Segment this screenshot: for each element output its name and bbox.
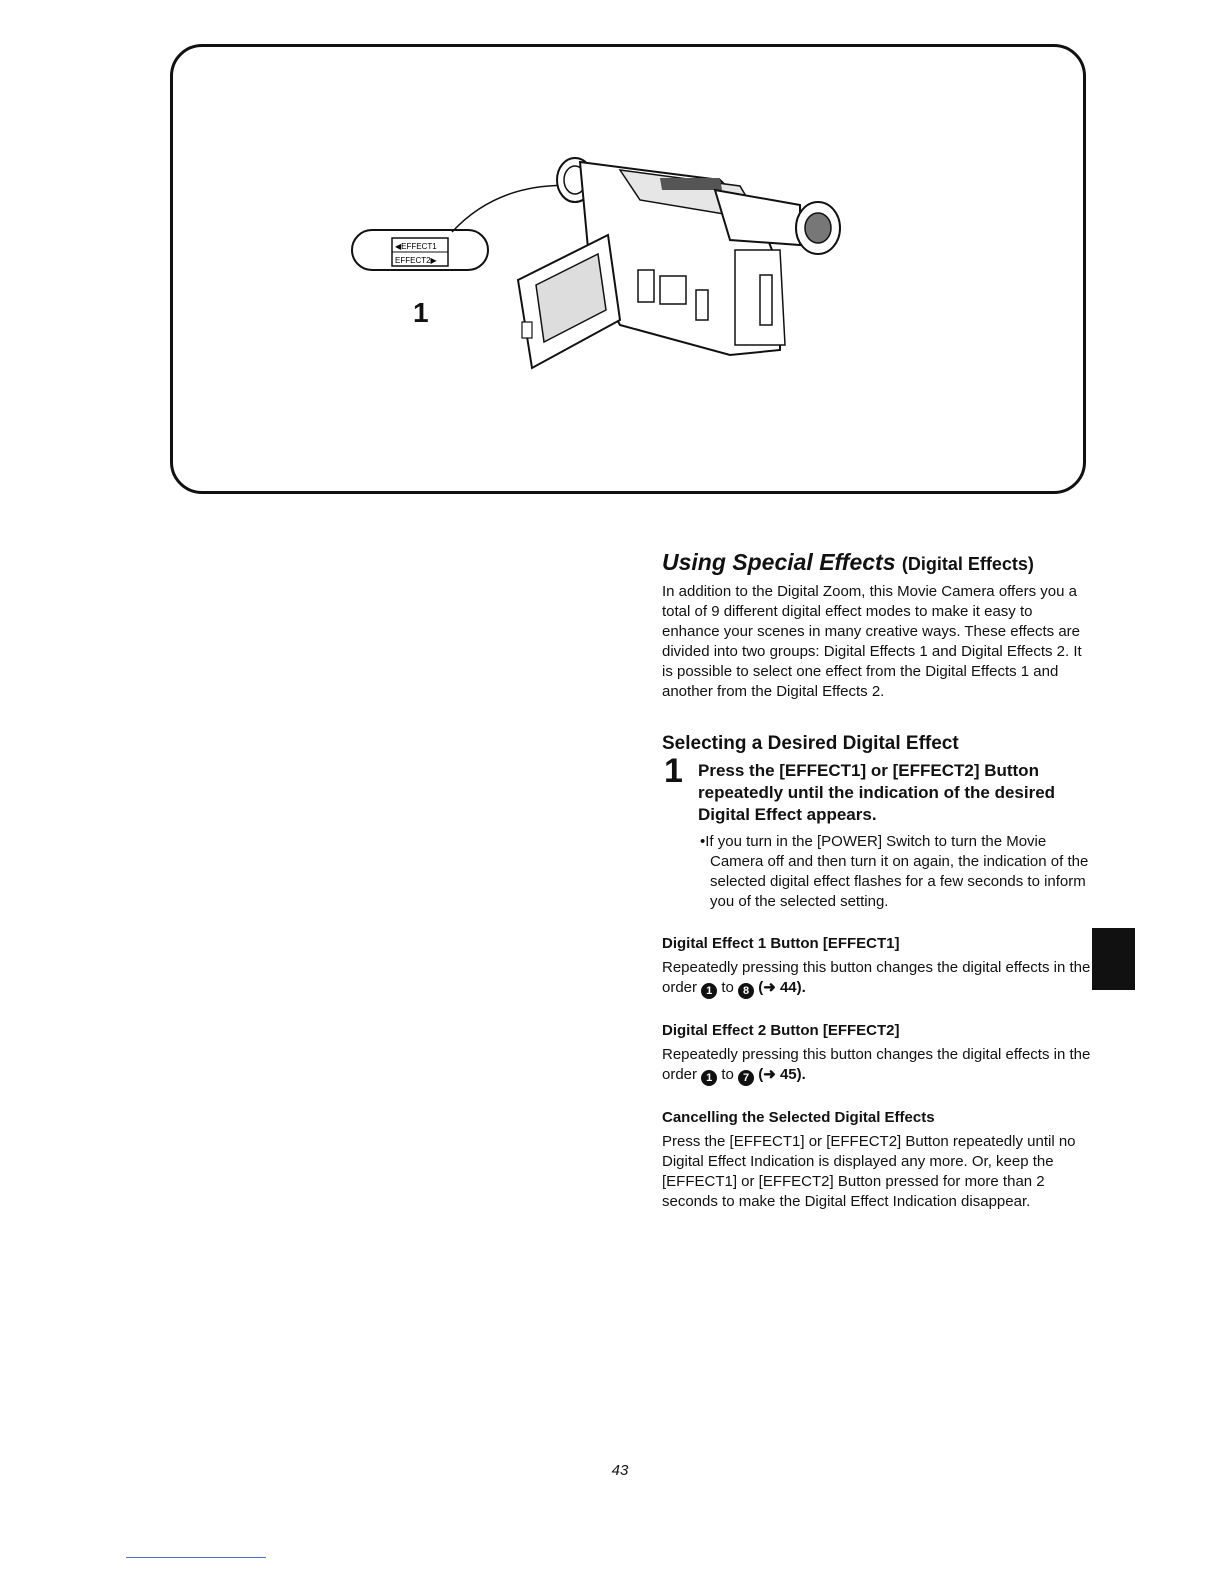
section-title-main: Using Special Effects bbox=[662, 549, 896, 575]
selecting-heading: Selecting a Desired Digital Effect bbox=[662, 733, 959, 754]
step-1 bbox=[662, 752, 1092, 912]
cancel-heading: Cancelling the Selected Digital Effects bbox=[662, 1109, 935, 1126]
footer-line bbox=[126, 1557, 266, 1558]
step-number: 1 bbox=[664, 752, 683, 790]
camcorder-illustration bbox=[340, 150, 860, 380]
content-column bbox=[662, 548, 1092, 1212]
page-reference: (➜ 45). bbox=[758, 1066, 806, 1083]
section-tab-marker bbox=[1092, 928, 1135, 990]
effect1-to: to bbox=[721, 979, 734, 996]
effect1-text: Repeatedly pressing this button changes the digital effects in the order bbox=[662, 959, 1091, 996]
circled-number-icon: 1 bbox=[701, 983, 717, 999]
illustration-step-number: 1 bbox=[413, 297, 429, 328]
step-instruction: Press the [EFFECT1] or [EFFECT2] Button repeatedly until the indication of the desired Digital Effect appears. bbox=[698, 761, 1056, 824]
effect1-paragraph bbox=[662, 958, 1092, 999]
effect2-text: Repeatedly pressing this button changes the digital effects in the order bbox=[662, 1046, 1091, 1083]
section-title bbox=[662, 548, 1092, 578]
section-title-sub: (Digital Effects) bbox=[901, 554, 1034, 574]
circled-number-icon: 7 bbox=[738, 1070, 754, 1086]
effect1-heading: Digital Effect 1 Button [EFFECT1] bbox=[662, 935, 900, 952]
intro-paragraph: In addition to the Digital Zoom, this Movie Camera offers you a total of 9 different digital effect modes to make it easy to enhance your scenes in many creative ways. These effects are divided into two groups: Digital Effects 1 and Digital Effects 2. It is possible to select one effect from the Digital Effects 1 and another from the Digital Effects 2. bbox=[662, 583, 1082, 700]
page-number: 43 bbox=[611, 1462, 629, 1479]
step-note: •If you turn in the [POWER] Switch to turn the Movie Camera off and then turn it on again, the indication of the selected digital effect flashes for a few seconds to inform you of the selected setting. bbox=[700, 833, 1089, 910]
circled-number-icon: 8 bbox=[738, 983, 754, 999]
button-label-effect2: EFFECT2▶ bbox=[395, 256, 437, 265]
button-label-effect1: ◀EFFECT1 bbox=[395, 242, 437, 251]
effect2-to: to bbox=[721, 1066, 734, 1083]
effect2-paragraph bbox=[662, 1045, 1092, 1086]
page-reference: (➜ 44). bbox=[758, 979, 806, 996]
effect2-heading: Digital Effect 2 Button [EFFECT2] bbox=[662, 1022, 900, 1039]
cancel-paragraph: Press the [EFFECT1] or [EFFECT2] Button repeatedly until no Digital Effect Indication is displayed any more. Or, keep the [EFFECT1] or [EFFECT2] Button pressed for more than 2 seconds to make the Digital Effect Indication disappear. bbox=[662, 1133, 1076, 1210]
circled-number-icon: 1 bbox=[701, 1070, 717, 1086]
